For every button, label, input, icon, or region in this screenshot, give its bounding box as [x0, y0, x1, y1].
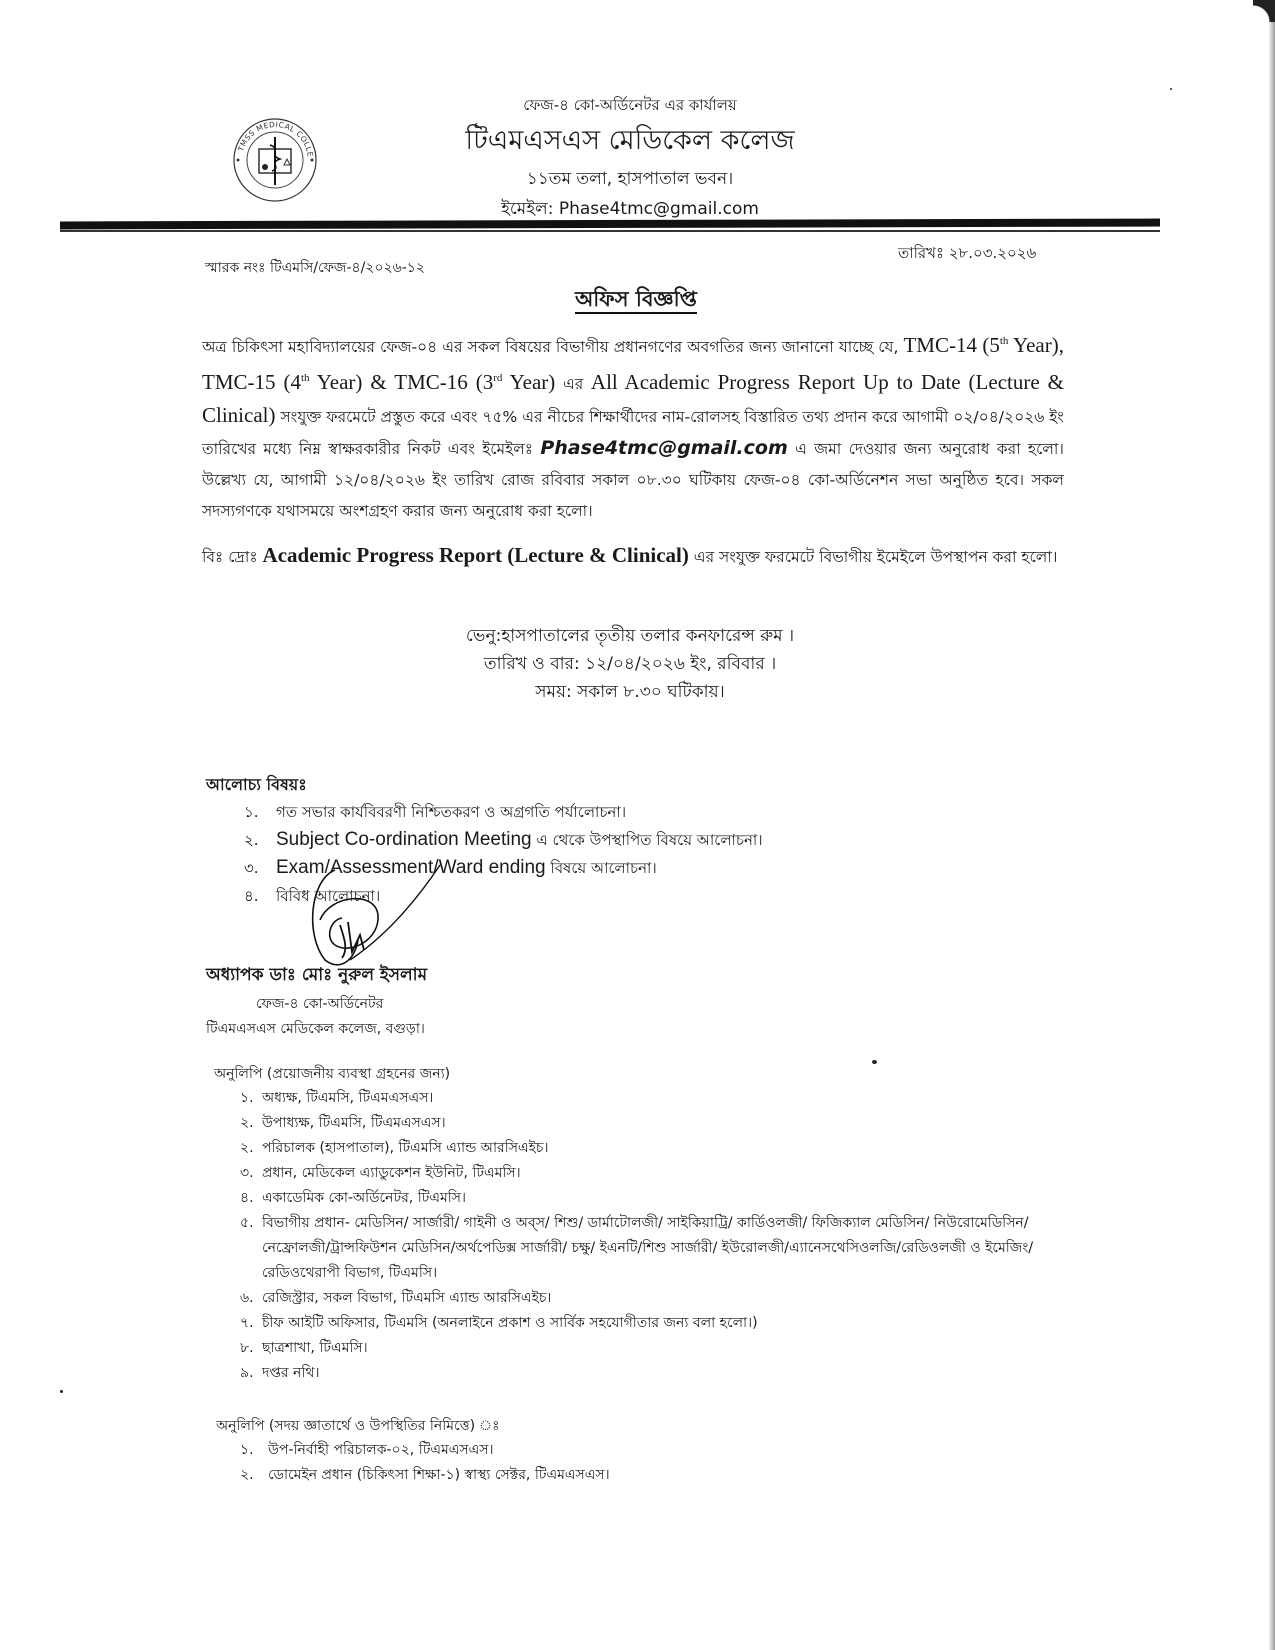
body-text-2: এর	[562, 375, 584, 393]
agenda-text: বিষয়ে আলোচনা।	[545, 859, 657, 877]
cc-item	[240, 1311, 1060, 1336]
body-text-1: অত্র চিকিৎসা মহাবিদ্যালয়ের ফেজ-০৪ এর সকল বিষয়ের বিভাগীয় প্রধানগণের অবগতির জন্য জানানো যাচ্ছে যে,	[202, 338, 899, 356]
college-name: টিএমএসএস মেডিকেল কলেজ	[465, 125, 795, 156]
cc-item	[240, 1286, 1060, 1311]
scan-edge	[1269, 0, 1275, 1650]
cc-item	[240, 1336, 1060, 1361]
cc-text: দপ্তর নথি।	[262, 1365, 320, 1381]
agenda-text: গত সভার কার্যবিবরণী নিশ্চিতকরণ ও অগ্রগতি পর্যালোচনা।	[276, 803, 627, 821]
scan-speck	[872, 1060, 877, 1064]
nb-report: Academic Progress Report (Lecture & Clinical)	[262, 543, 689, 567]
cc-num: ২.	[240, 1115, 254, 1131]
cc-text: ছাত্রশাখা, টিএমসি।	[262, 1340, 368, 1356]
cc-item	[240, 1361, 1060, 1386]
scan-speck	[1170, 88, 1172, 90]
college-logo	[232, 117, 318, 203]
header-rule-thick	[60, 219, 1160, 230]
venue-date: তারিখ ও বার: ১২/০৪/২০২৬ ইং, রবিবার ।	[483, 654, 777, 674]
agenda-text: বিবিধ আলোচনা।	[276, 887, 381, 905]
email-link[interactable]: Phase4tmc@gmail.com	[558, 199, 759, 219]
cc-num: ৮.	[240, 1340, 254, 1356]
logo-text: TMSS MEDICAL COLLE	[236, 119, 315, 158]
cc-num: ৪.	[240, 1190, 254, 1206]
year-close: Year)	[502, 370, 556, 394]
cc-item	[240, 1111, 1060, 1136]
cc-info-title: অনুলিপি (সদয় জ্ঞাতার্থে ও উপস্থিতির নিমিত্তে) ঃ	[216, 1418, 500, 1434]
notice-body	[202, 326, 1064, 527]
agenda-num: ৩.	[244, 859, 259, 877]
cc-num: ৭.	[240, 1315, 254, 1331]
cc-item	[240, 1186, 1060, 1211]
college-address: ১১তম তলা, হাসপাতাল ভবন।	[526, 169, 734, 189]
report-title: All Academic Progress Report Up to Date (Lecture & Clinical)	[202, 370, 1064, 427]
notice-title	[380, 283, 892, 318]
cc-info-text: উপ-নির্বাহী পরিচালক-০২, টিএমএসএস।	[268, 1442, 494, 1458]
cc-num: ২.	[240, 1140, 254, 1156]
agenda-latin: Exam/Assessment/Ward ending	[276, 857, 546, 878]
notice-title-text: অফিস বিজ্ঞপ্তি	[575, 287, 697, 314]
cc-num: ৯.	[240, 1365, 254, 1381]
cc-text: অধ্যক্ষ, টিএমসি, টিএমএসএস।	[262, 1090, 434, 1106]
agenda-latin: Subject Co-ordination Meeting	[276, 829, 532, 850]
cc-action-title: অনুলিপি (প্রয়োজনীয় ব্যবস্থা গ্রহনের জন্য)	[214, 1066, 451, 1082]
memo-date: তারিখঃ ২৮.০৩.২০২৬	[898, 244, 1037, 262]
signatory-org: টিএমএসএস মেডিকেল কলেজ, বগুড়া।	[206, 1021, 425, 1037]
sup-rd: rd	[493, 372, 503, 384]
body-text-3: সংযুক্ত ফরমেটে প্রস্তুত করে এবং ৭৫% এর নীচের শিক্ষার্থীদের নাম-রোলসহ বিস্তারিত তথ্য প্রদান করে আগামী ০২/০৪/২০২৬ ইং তারিখের মধ্যে নিম্ন স্বাক্ষরকারীর নিকট এবং ইমেইলঃ	[202, 408, 1064, 458]
signatory-role: ফেজ-৪ কো-অর্ডিনেটর	[256, 996, 384, 1012]
tmc14: TMC-14 (5	[903, 333, 1000, 357]
email-label: ইমেইল:	[501, 199, 554, 219]
venue-time: সময়: সকাল ৮.৩০ ঘটিকায়।	[535, 682, 725, 702]
nota-bene	[202, 540, 1064, 573]
college-seal-icon	[232, 117, 318, 203]
cc-item	[240, 1136, 1060, 1161]
svg-text:TMSS MEDICAL COLLEGE	[232, 117, 315, 158]
body-text-4: এ জমা দেওয়ার জন্য অনুরোধ করা হলো। উল্লেখ্য যে, আগামী ১২/০৪/২০২৬ ইং তারিখ রোজ রবিবার সকাল ০৮.৩০ ঘটিকায় ফেজ-০৪ কো-অর্ডিনেশন সভা অনুষ্ঠিত হবে। সকল সদস্যগণকে যথাসময়ে অংশগ্রহণ করার জন্য অনুরোধ করা হলো।	[202, 440, 1064, 520]
cc-text: চীফ আইটি অফিসার, টিএমসি (অনলাইনে প্রকাশ ও সার্বিক সহযোগীতার জন্য বলা হলো।)	[262, 1315, 758, 1331]
cc-info-list	[240, 1438, 610, 1488]
cc-action-list	[240, 1086, 1060, 1386]
sup-th-1: th	[999, 335, 1009, 347]
cc-text: বিভাগীয় প্রধান- মেডিসিন/ সার্জারী/ গাইনী ও অব্স/ শিশু/ ডার্মাটোলজী/ সাইকিয়াট্রি/ কার্ডিওলজী/ ফিজিক্যাল মেডিসিন/ নিউরোমেডিসিন/নেফ্রোলজী/ট্রান্সফিউশন মেডিসিন/অর্থপেডিক্স সার্জারী/ চক্ষু/ ইএনটি/শিশু সার্জারী/ ইউরোলজী/এ্যানেসথেসিওলজি/রেডিওলজী ও ইমেজিং/ রেডিওথেরাপী বিভাগ, টিএমসি।	[262, 1215, 1034, 1281]
cc-num: ১.	[240, 1090, 254, 1106]
scan-corner-artifact	[1253, 0, 1275, 22]
cc-num: ৫.	[240, 1215, 254, 1231]
cc-num: ৩.	[240, 1165, 254, 1181]
agenda-item	[244, 826, 763, 854]
nb-prefix: বিঃ দ্রোঃ	[202, 548, 258, 566]
handwritten-signature	[290, 860, 460, 975]
cc-item	[240, 1161, 1060, 1186]
cc-item	[240, 1211, 1060, 1286]
agenda-item	[244, 798, 763, 826]
signatory-name: অধ্যাপক ডাঃ মোঃ নুরুল ইসলাম	[206, 965, 428, 985]
agenda-num: ৪.	[244, 887, 259, 905]
meeting-details	[330, 622, 930, 706]
nb-suffix: এর সংযুক্ত ফরমেটে বিভাগীয় ইমেইলে উপস্থাপন করা হলো।	[693, 548, 1058, 566]
agenda-text: এ থেকে উপস্থাপিত বিষয়ে আলোচনা।	[531, 831, 763, 849]
cc-info-num: ১.	[240, 1442, 254, 1458]
signature-icon	[290, 860, 460, 975]
cc-info-item	[240, 1438, 610, 1463]
venue-place: ভেনু:হাসপাতালের তৃতীয় তলার কনফারেন্স রুম ।	[465, 626, 795, 646]
header-rule-thin	[60, 230, 1160, 232]
cc-text: একাডেমিক কো-অর্ডিনেটর, টিএমসি।	[262, 1190, 467, 1206]
tmc16: Year) & TMC-16 (3	[309, 370, 494, 394]
tmc15: Year), TMC-15 (4	[202, 333, 1064, 394]
memo-number: স্মারক নংঃ টিএমসি/ফেজ-৪/২০২৬-১২	[205, 260, 425, 276]
cc-info-num: ২.	[240, 1467, 254, 1483]
cc-info-item	[240, 1463, 610, 1488]
cc-text: উপাধ্যক্ষ, টিএমসি, টিএমএসএস।	[262, 1115, 446, 1131]
body-email-link[interactable]: Phase4tmc@gmail.com	[540, 437, 788, 459]
cc-info-text: ডোমেইন প্রধান (চিকিৎসা শিক্ষা-১) স্বাস্থ্য সেক্টর, টিএমএসএস।	[268, 1467, 610, 1483]
agenda-title: আলোচ্য বিষয়ঃ	[206, 775, 307, 794]
cc-item	[240, 1086, 1060, 1111]
sup-th-2: th	[300, 372, 310, 384]
agenda-num: ১.	[244, 803, 259, 821]
cc-text: রেজিস্ট্রার, সকল বিভাগ, টিএমসি এ্যান্ড আরসিএইচ।	[262, 1290, 552, 1306]
scan-speck	[60, 1390, 63, 1393]
office-name: ফেজ-৪ কো-অর্ডিনেটর এর কার্যালয়	[523, 96, 737, 114]
cc-text: পরিচালক (হাসপাতাল), টিএমসি এ্যান্ড আরসিএইচ।	[262, 1140, 549, 1156]
agenda-num: ২.	[244, 831, 259, 849]
cc-text: প্রধান, মেডিকেল এ্যাডুকেশন ইউনিট, টিএমসি।	[262, 1165, 521, 1181]
cc-num: ৬.	[240, 1290, 254, 1306]
